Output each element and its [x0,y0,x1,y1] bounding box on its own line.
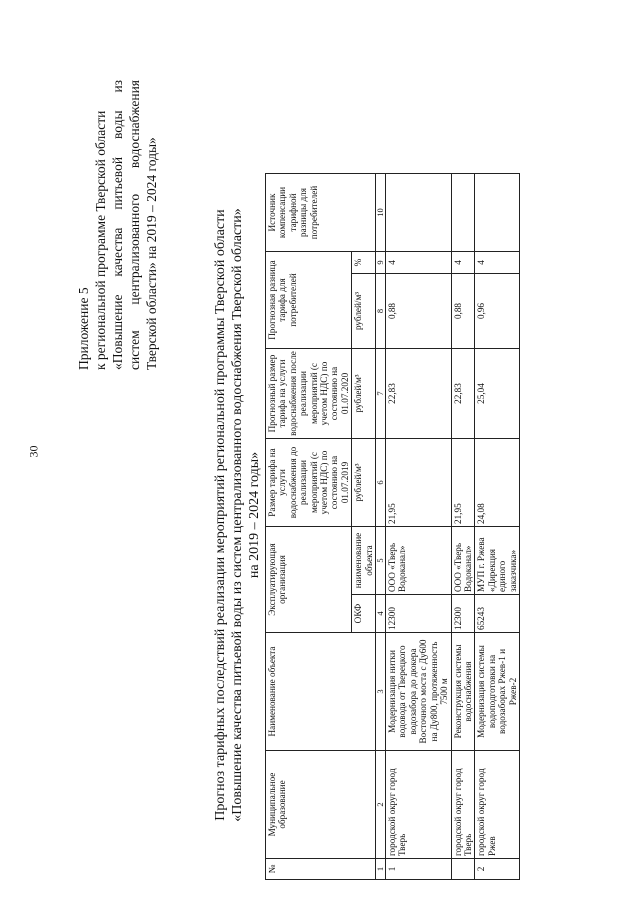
row-source [451,174,475,252]
row-tariff-pct: 4 [451,252,475,274]
header-tariff-after: Прогнозный размер тарифа на услуги водоснабжения после реализации мероприятий (с учетом НДС) по состоянию на 01.07.2020 [266,349,352,439]
row-municipality: городской округ город Тверь [451,751,475,859]
column-number: 5 [376,527,386,595]
header-unit: рублей/м³ [352,274,376,349]
column-number: 7 [376,349,386,439]
table-row [451,174,475,880]
row-num: 2 [475,859,520,880]
row-tariff-before: 21,95 [451,439,475,527]
header-tariff-diff: Прогнозная разница тарифа для потребителей [266,252,352,349]
row-tariff-diff: 0,96 [475,274,520,349]
header-object-name: Наименование объекта [266,633,376,751]
row-tariff-pct: 4 [475,252,520,274]
header-unit-pct: % [352,252,376,274]
column-number: 8 [376,274,386,349]
table-row [475,174,520,880]
column-number: 10 [376,174,386,252]
column-numbers-row [376,174,386,880]
tariff-table [265,173,520,880]
appendix-line: Тверской области» на 2019 – 2024 годы» [144,137,159,370]
row-operator: ООО «Тверь Водоканал» [451,527,475,595]
header-object-name2: наименование объекта [352,527,376,595]
appendix-header [75,80,160,370]
row-tariff-after: 25,04 [475,349,520,439]
column-number: 2 [376,751,386,859]
row-okf: 12300 [386,595,451,633]
appendix-line: к региональной программе Тверской области [93,110,108,370]
row-num [451,859,475,880]
row-tariff-after: 22,83 [386,349,451,439]
column-number: 4 [376,595,386,633]
title-line: «Повышение качества питьевой воды из систем централизованного водоснабжения Тверской области» [230,208,245,822]
column-number: 6 [376,439,386,527]
document-title [212,205,263,825]
page-number: 30 [26,445,41,458]
header-okf: ОКФ [352,595,376,633]
row-tariff-before: 21,95 [386,439,451,527]
column-number: 3 [376,633,386,751]
title-line: Прогноз тарифных последствий реализации мероприятий региональной программы Тверской области [213,209,228,821]
column-number: 1 [376,859,386,880]
title-line: на 2019 – 2024 годы» [247,451,262,579]
row-municipality: городской округ город Ржев [475,751,520,859]
row-okf: 12300 [451,595,475,633]
appendix-line: систем централизованного водоснабжения [127,80,142,370]
header-num: № [266,859,376,880]
header-tariff-before: Размер тарифа на услуги водоснабжения до реализации мероприятий (с учетом НДС) по состоянию на 01.07.2019 [266,439,352,527]
row-num: 1 [386,859,451,880]
header-municipality: Муниципальное образование [266,751,376,859]
header-source: Источник компенсации тарифной разницы для потребителей [266,174,376,252]
row-tariff-pct: 4 [386,252,451,274]
row-okf: 65243 [475,595,520,633]
row-object: Модернизация системы водоподготовки на водозаборах Ржев-1 и Ржев-2 [475,633,520,751]
appendix-line: «Повышение качества питьевой воды из [110,80,125,370]
header-unit: рублей/м³ [352,439,376,527]
row-tariff-after: 22,83 [451,349,475,439]
row-object: Модернизация нитки водовода от Тверецкого водозабора до дюкера Восточного моста с Ду600 на Ду800, протяженность 7500 м [386,633,451,751]
row-source [386,174,451,252]
row-tariff-diff: 0,88 [451,274,475,349]
row-tariff-before: 24,08 [475,439,520,527]
appendix-line: Приложение 5 [76,287,91,370]
row-operator: ООО «Тверь Водоканал» [386,527,451,595]
row-operator: МУП г. Ржева «Дирекция единого заказчика» [475,527,520,595]
table-row [386,174,451,880]
row-object: Реконструкция системы водоснабжения [451,633,475,751]
header-operator: Эксплуатирующая организация [266,527,352,633]
row-tariff-diff: 0,88 [386,274,451,349]
row-source [475,174,520,252]
column-number: 9 [376,252,386,274]
header-unit: рублей/м³ [352,349,376,439]
row-municipality: городской округ город Тверь [386,751,451,859]
